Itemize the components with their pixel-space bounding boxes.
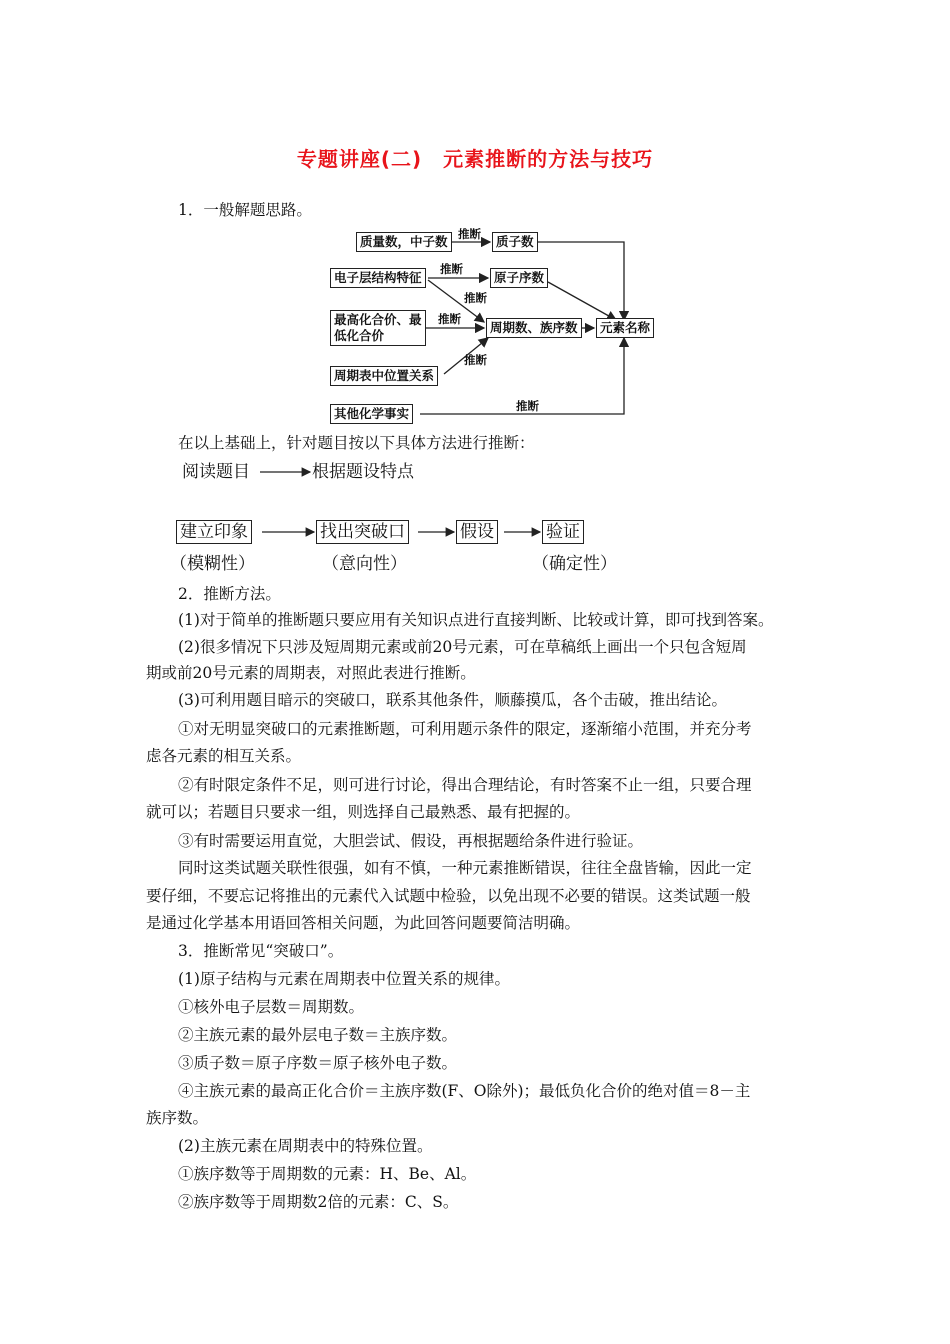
body-line: ①对无明显突破口的元素推断题，可利用题示条件的限定，逐渐缩小范围，并充分考	[178, 720, 752, 738]
flow-intro: 在以上基础上，针对题目按以下具体方法进行推断：	[178, 434, 535, 452]
body-line: (1)对于简单的推断题只要应用有关知识点进行直接判断、比较或计算，即可找到答案。	[178, 611, 774, 629]
label-infer-6: 推断	[516, 399, 539, 413]
body-line: 是通过化学基本用语回答相关问题，为此回答问题要简洁明确。	[146, 914, 581, 932]
box-other-facts: 其他化学事实	[330, 404, 413, 424]
section-1-heading: 1．一般解题思路。	[178, 201, 312, 219]
body-line: ②主族元素的最外层电子数＝主族序数。	[178, 1026, 458, 1044]
body-line: ③质子数＝原子序数＝原子核外电子数。	[178, 1054, 458, 1072]
flow-breakthrough-box: 找出突破口	[316, 520, 409, 544]
label-infer-3: 推断	[464, 291, 487, 305]
body-line: (2)很多情况下只涉及短周期元素或前20号元素，可在草稿纸上画出一个只包含短周	[178, 638, 747, 656]
arrow-atomic-to-name	[548, 282, 616, 320]
body-line: ②族序数等于周期数2倍的元素：C、S。	[178, 1193, 459, 1211]
body-line: 就可以；若题目只要求一组，则选择自己最熟悉、最有把握的。	[146, 803, 581, 821]
box-element-name: 元素名称	[596, 318, 654, 338]
body-line: ③有时需要运用直觉，大胆尝试、假设，再根据题给条件进行验证。	[178, 832, 644, 850]
box-atomic-number: 原子序数	[490, 268, 548, 288]
flow-certain: （确定性）	[532, 554, 617, 574]
flow-verify-box: 验证	[542, 520, 584, 544]
box-position-relation: 周期表中位置关系	[330, 366, 438, 386]
reasoning-diagram	[320, 222, 670, 427]
section-2-heading: 2．推断方法。	[178, 585, 281, 603]
page-title: 专题讲座(二) 元素推断的方法与技巧	[296, 147, 654, 171]
body-line: 同时这类试题关联性很强，如有不慎，一种元素推断错误，往往全盘皆输，因此一定	[178, 859, 752, 877]
box-period-group: 周期数、族序数	[486, 318, 582, 338]
label-infer-5: 推断	[464, 353, 487, 367]
box-electron-shell: 电子层结构特征	[330, 268, 426, 288]
body-line: 族序数。	[146, 1109, 209, 1127]
body-line: (1)原子结构与元素在周期表中位置关系的规律。	[178, 970, 510, 988]
body-line: ①核外电子层数＝周期数。	[178, 998, 365, 1016]
body-line: (2)主族元素在周期表中的特殊位置。	[178, 1137, 433, 1155]
box-valence	[330, 310, 426, 346]
box-valence-line1: 最高化合价、最	[334, 312, 422, 327]
flow-read: 阅读题目	[182, 462, 250, 482]
flow-hypothesis-box: 假设	[456, 520, 498, 544]
box-mass-neutron: 质量数，中子数	[356, 232, 452, 252]
method-flow	[170, 455, 630, 580]
body-line: 虑各元素的相互关系。	[146, 747, 302, 765]
section-3-heading: 3．推断常见“突破口”。	[178, 942, 344, 960]
flow-intent: （意向性）	[322, 554, 407, 574]
body-line: ④主族元素的最高正化合价＝主族序数(F、O除外)；最低负化合价的绝对值＝8－主	[178, 1082, 751, 1100]
flow-impression-box: 建立印象	[176, 520, 252, 544]
body-line: (3)可利用题目暗示的突破口，联系其他条件，顺藤摸瓜，各个击破，推出结论。	[178, 691, 727, 709]
label-infer-2: 推断	[440, 262, 463, 276]
box-proton: 质子数	[492, 232, 538, 252]
body-line: ②有时限定条件不足，则可进行讨论，得出合理结论，有时答案不止一组，只要合理	[178, 776, 752, 794]
body-line: ①族序数等于周期数的元素：H、Be、Al。	[178, 1165, 477, 1183]
label-infer-4: 推断	[438, 312, 461, 326]
box-valence-line2: 低化合价	[334, 328, 385, 343]
flow-features: 根据题设特点	[312, 462, 414, 482]
body-line: 要仔细，不要忘记将推出的元素代入试题中检验，以免出现不必要的错误。这类试题一般	[146, 887, 751, 905]
body-line: 期或前20号元素的周期表，对照此表进行推断。	[146, 664, 476, 682]
flow-fuzzy: （模糊性）	[170, 554, 255, 574]
label-infer-1: 推断	[458, 227, 481, 241]
arrow-proton-to-name	[536, 242, 624, 320]
